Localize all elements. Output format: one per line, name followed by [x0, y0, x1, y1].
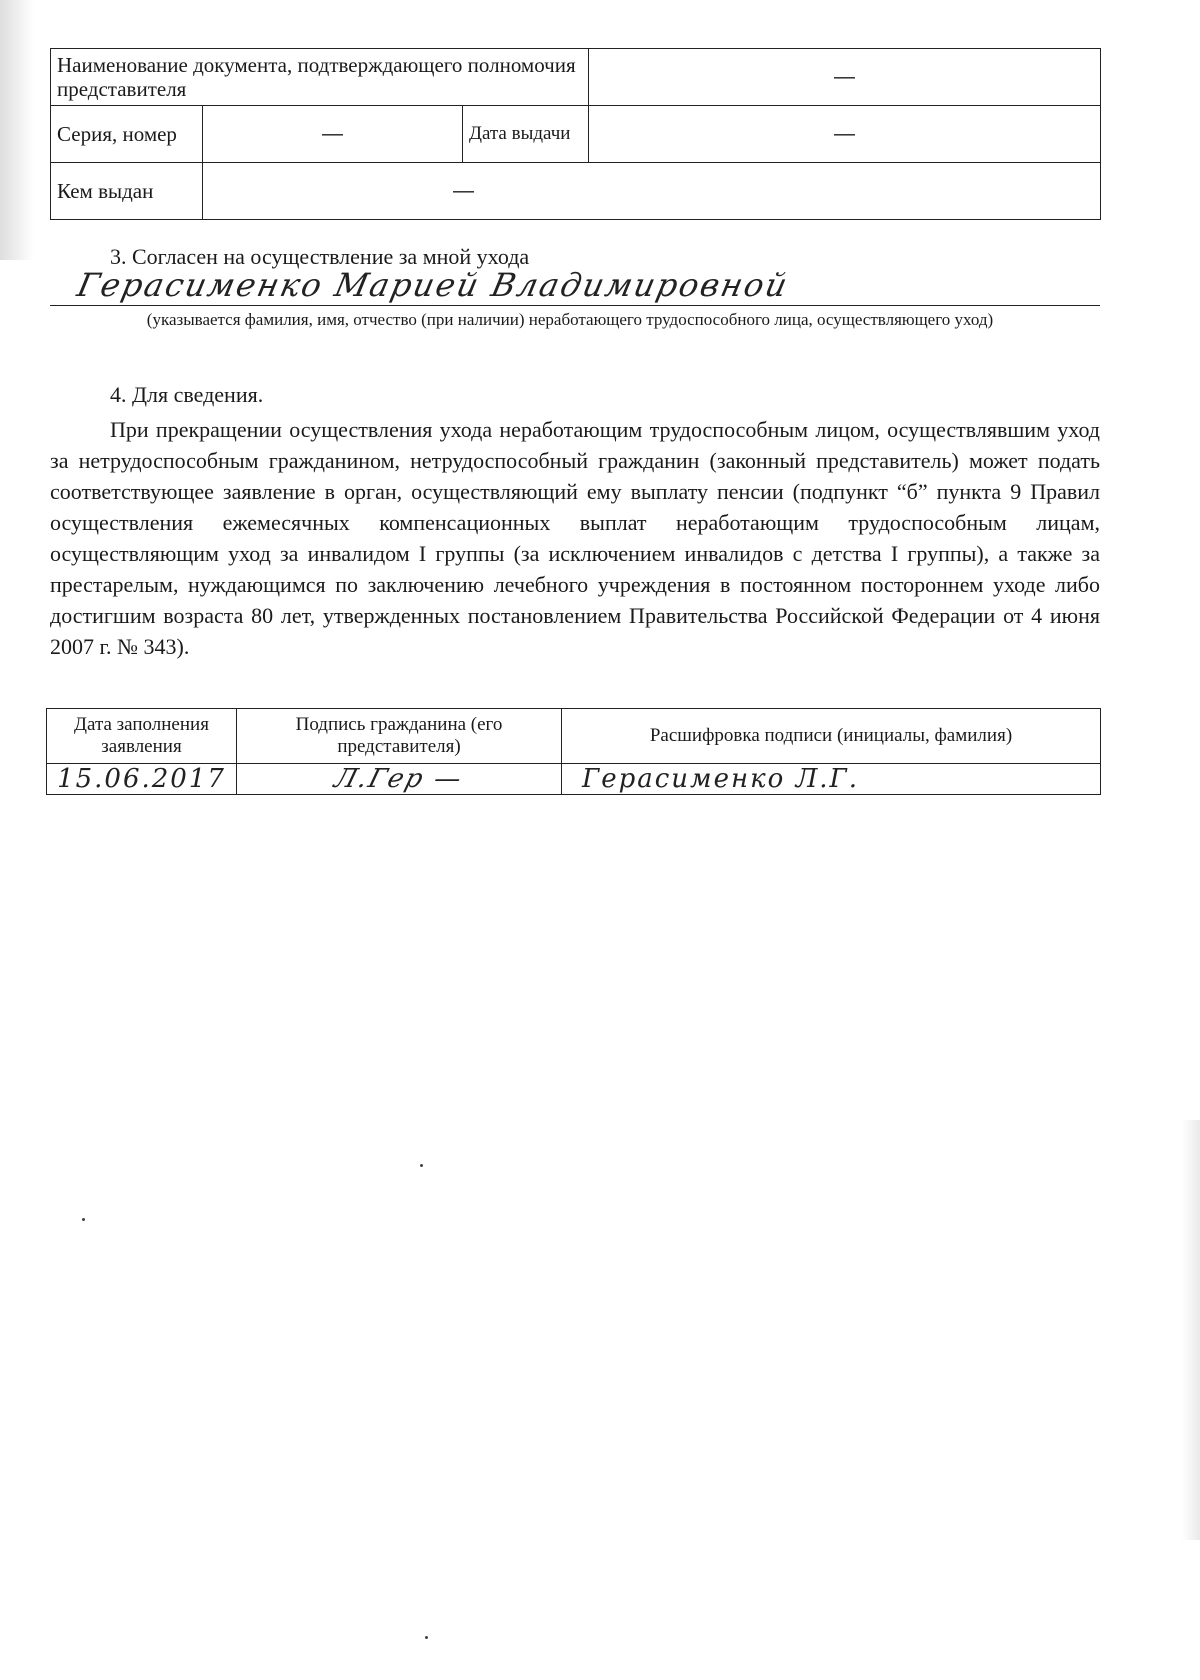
scan-speck [420, 1164, 423, 1167]
section3-title: 3. Согласен на осуществление за мной ухода [110, 244, 530, 269]
signature-header: Подпись гражданина (его представителя) [237, 709, 562, 764]
handwritten-signature: Л.Гер — [331, 764, 467, 794]
date-header: Дата заполнения заявления [47, 709, 237, 764]
scan-shadow-right [1182, 1120, 1200, 1540]
scan-speck [425, 1636, 428, 1639]
representative-document-table [50, 48, 1101, 220]
issued-by-value: — [203, 163, 1101, 220]
handwritten-caregiver-name: Герасименко Марией Владимировной [73, 266, 793, 304]
scan-shadow-left [0, 0, 34, 260]
caregiver-caption: (указывается фамилия, имя, отчество (при наличии) неработающего трудоспособного лица, осуществляющего уход) [146, 310, 994, 329]
issue-date-label: Дата выдачи [463, 106, 589, 163]
issue-date-value: — [589, 106, 1101, 163]
signature-cell [237, 764, 562, 795]
issued-by-label: Кем выдан [51, 163, 203, 220]
series-value: — [203, 106, 463, 163]
series-label: Серия, номер [51, 106, 203, 163]
caregiver-name-line [50, 305, 1100, 306]
doc-name-label: Наименование документа, подтверждающего полномочия представителя [51, 49, 589, 106]
section4-body: При прекращении осуществления ухода неработающим трудоспособным лицом, осуществлявшим уход за нетрудоспособным гражданином, нетрудоспособный гражданин (законный представитель) может подать соответствующее заявление в орган, осуществляющий ему выплату пенсии (подпункт “б” пункта 9 Правил осуществления ежемесячных компенсационных выплат неработающим трудоспособным лицам, осуществляющим уход за инвалидом I группы (за исключением инвалидов с детства I группы), а также за престарелым, нуждающимся по заключению лечебного учреждения в постоянном постороннем уходе либо достигшим возраста 80 лет, утвержденных постановлением Правительства Российской Федерации от 4 июня 2007 г. № 343). [50, 417, 1100, 659]
decoding-value: Герасименко Л.Г. [562, 764, 1101, 795]
doc-name-value: — [589, 49, 1101, 106]
scan-speck [82, 1218, 85, 1221]
signature-table [46, 708, 1101, 795]
section4-title: 4. Для сведения. [110, 382, 264, 407]
date-value: 15.06.2017 [47, 764, 237, 795]
decoding-header: Расшифровка подписи (инициалы, фамилия) [562, 709, 1101, 764]
